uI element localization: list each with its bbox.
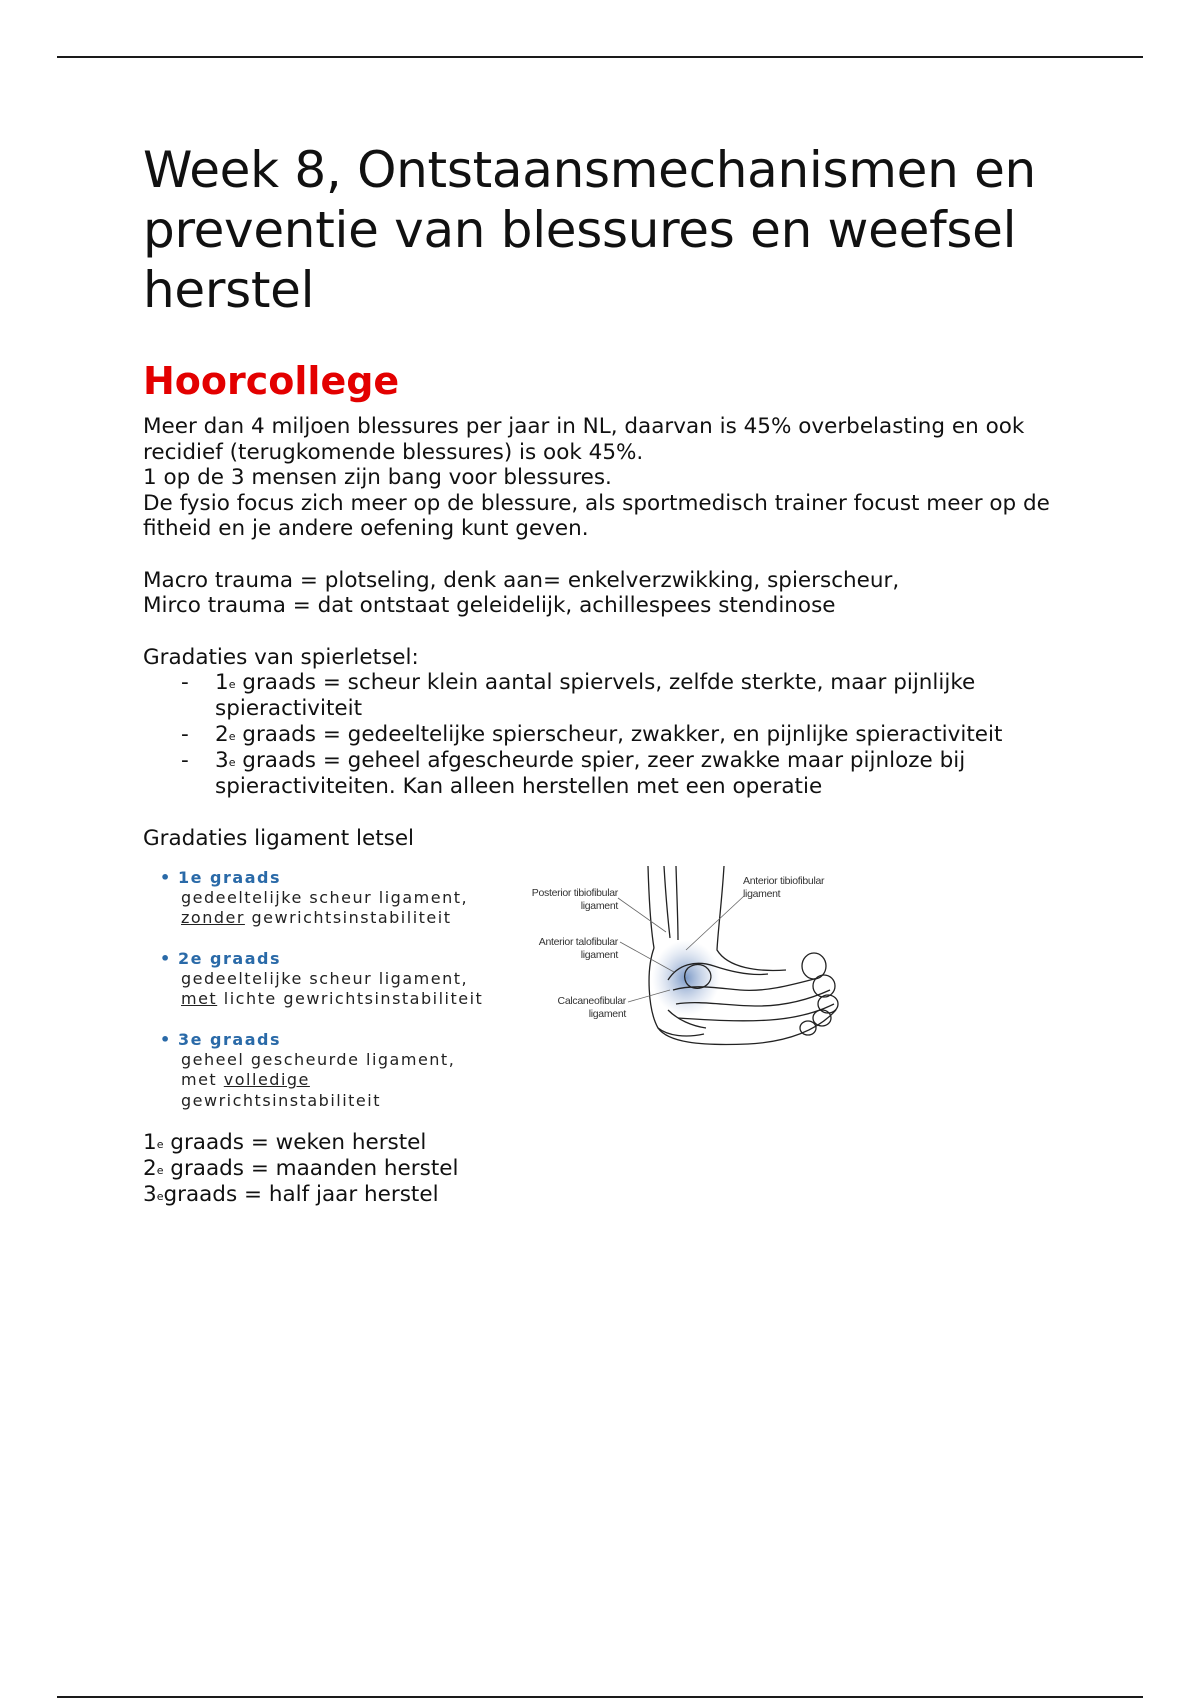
ligament-slide	[143, 860, 1063, 1130]
trauma-line: Macro trauma = plotseling, denk aan= enkelverzwikking, spierscheur,	[143, 567, 900, 593]
trauma-paragraph	[143, 568, 1063, 619]
bottom-rule	[57, 1696, 1143, 1698]
list-item: - 2e graads = gedeeltelijke spierscheur, zwakker, en pijnlijke spieractiviteit	[181, 722, 1063, 748]
trauma-line: Mirco trauma = dat ontstaat geleidelijk, achillespees stendinose	[143, 593, 836, 618]
intro-paragraph	[143, 414, 1063, 542]
figure-label: Anterior tibiofibular ligament	[743, 874, 825, 900]
list-item: • 1e graads gedeeltelijke scheur ligament, zonder gewrichtsinstabiliteit	[160, 867, 469, 927]
top-rule	[57, 56, 1143, 58]
ankle-ligament-figure	[518, 860, 843, 1070]
muscle-grade-list	[181, 670, 1063, 800]
ligament-grade-list	[160, 868, 490, 1132]
intro-line: De fysio focus zich meer op de blessure, als sportmedisch trainer focust meer op de fitheid en je andere oefening kunt geven.	[143, 490, 1050, 541]
list-item: - 1e graads = scheur klein aantal spiervels, zelfde sterkte, maar pijnlijke spieractiviteit	[181, 670, 1063, 722]
figure-label: Anterior talofibular ligament	[538, 935, 618, 961]
section-heading: Hoorcollege	[143, 359, 400, 403]
healing-times	[143, 1130, 1063, 1208]
intro-line: 1 op de 3 mensen zijn bang voor blessures.	[143, 465, 612, 490]
intro-line: Meer dan 4 miljoen blessures per jaar in NL, daarvan is 45% overbelasting en ook recidief (terugkomende blessures) is ook 45%.	[143, 414, 1025, 465]
list-item: - 3e graads = geheel afgescheurde spier, zeer zwakke maar pijnloze bij spieractiviteiten. Kan alleen herstellen met een operatie	[181, 748, 1063, 800]
ligament-heading: Gradaties ligament letsel	[143, 826, 415, 851]
figure-label: Calcaneofibular ligament	[557, 994, 626, 1020]
document-content	[143, 140, 1063, 1208]
list-item: $3^egraads$ = half jaar herstel	[143, 1181, 439, 1207]
list-item: 1e graads = weken herstel	[143, 1129, 427, 1155]
muscle-heading: Gradaties van spierletsel:	[143, 644, 419, 670]
figure-label: Posterior tibiofibular ligament	[531, 886, 618, 912]
list-item: • 2e graads gedeeltelijke scheur ligament, met lichte gewrichtsinstabiliteit	[160, 948, 484, 1008]
page-title: Week 8, Ontstaansmechanismen en preventie van blessures en weefsel herstel	[143, 141, 1036, 319]
list-item: • 3e graads geheel gescheurde ligament, met volledige gewrichtsinstabiliteit	[160, 1029, 456, 1110]
list-item: 2e graads = maanden herstel	[143, 1155, 459, 1181]
